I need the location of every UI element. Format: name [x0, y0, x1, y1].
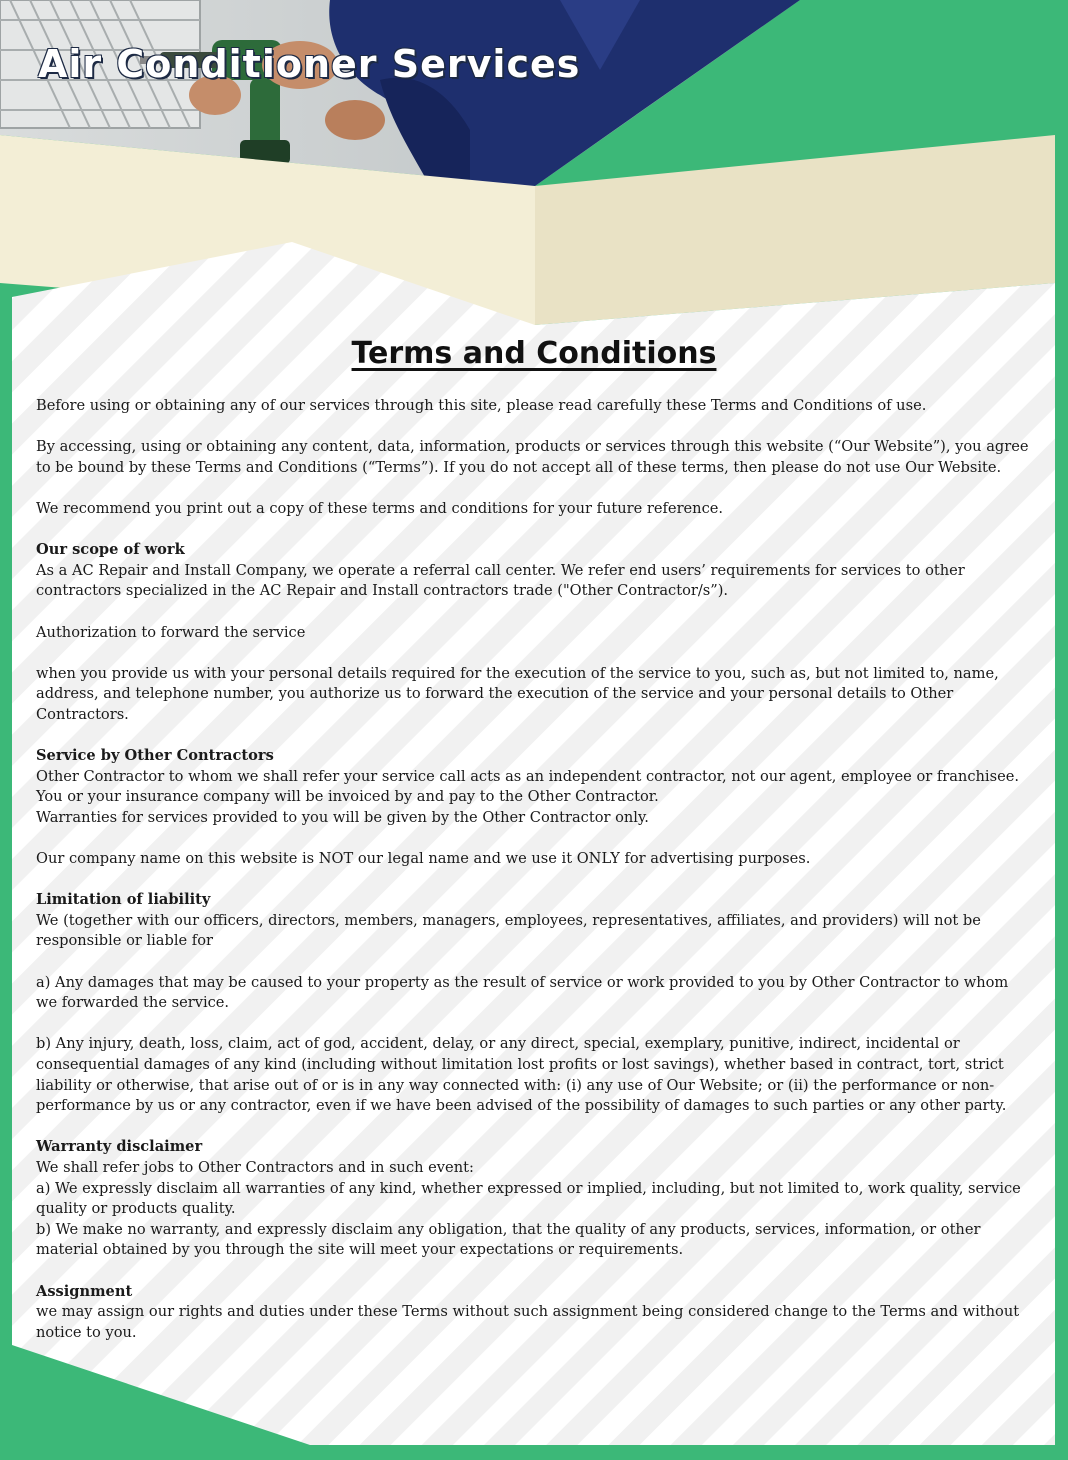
paragraph: Warranties for services provided to you will be given by the Other Contractor only. — [36, 808, 649, 826]
paragraph: b) Any injury, death, loss, claim, act of god, accident, delay, or any direct, special, exemplary, punitive, indirect, incidental or consequential damages of any kind (including without limitation lost profits or lost savings), whether based in contract, tort, strict liability or otherwise, that arise out of or is in any way connected with: (i) any use of Our Website; or (ii) the performance or non-performance by us or any contractor, even if we have been advised of the possibility of damages to such parties or any other party. — [36, 1035, 1007, 1115]
section-warranty-disclaimer — [36, 1137, 1032, 1261]
paragraph: Other Contractor to whom we shall refer your service call acts as an independent contractor, not our agent, employee or franchisee. — [36, 767, 1019, 785]
paragraph: we may assign our rights and duties under these Terms without such assignment being considered change to the Terms and without notice to you. — [36, 1303, 1020, 1341]
paragraph: when you provide us with your personal details required for the execution of the service to you, such as, but not limited to, name, address, and telephone number, you authorize us to forward the execution of the service and your personal details to Other Contractors. — [36, 664, 999, 723]
section-authorization — [36, 623, 1032, 644]
section-heading: Our scope of work — [36, 541, 185, 559]
section-liability-a — [36, 973, 1032, 1014]
paragraph: You or your insurance company will be invoiced by and pay to the Other Contractor. — [36, 788, 659, 806]
paragraph: Before using or obtaining any of our services through this site, please read carefully these Terms and Conditions of use. — [36, 397, 927, 414]
paragraph: By accessing, using or obtaining any content, data, information, products or services through this website (“Our Website”), you agree to be bound by these Terms and Conditions (“Terms”). If you do not accept all of these terms, then please do not use Our Website. — [36, 438, 1029, 476]
section-heading: Limitation of liability — [36, 891, 211, 909]
paragraph: We shall refer jobs to Other Contractors and in such event: — [36, 1158, 474, 1176]
section-liability-b — [36, 1034, 1032, 1116]
paragraph: Authorization to forward the service — [36, 623, 306, 641]
section-limitation-of-liability — [36, 890, 1032, 952]
section-print-copy — [36, 499, 1032, 520]
paragraph: a) We expressly disclaim all warranties of any kind, whether expressed or implied, including, but not limited to, work quality, service quality or products quality. — [36, 1179, 1021, 1218]
site-title: Air Conditioner Services — [38, 42, 581, 86]
terms-content — [36, 332, 1032, 1364]
section-assignment — [36, 1282, 1032, 1344]
paragraph: As a AC Repair and Install Company, we operate a referral call center. We refer end users’ requirements for services to other contractors specialized in the AC Repair and Install contractors trade ("Other Contractor/s”). — [36, 561, 965, 600]
section-heading: Service by Other Contractors — [36, 747, 274, 765]
section-intro — [36, 396, 1032, 417]
paragraph: a) Any damages that may be caused to your property as the result of service or work provided to you by Other Contractor to whom we forwarded the service. — [36, 973, 1009, 1012]
section-heading: Assignment — [36, 1282, 133, 1300]
paragraph: We recommend you print out a copy of these terms and conditions for your future reference. — [36, 499, 724, 517]
paragraph: b) We make no warranty, and expressly disclaim any obligation, that the quality of any products, services, information, or other material obtained by you through the site will meet your expectations or requirements. — [36, 1220, 981, 1259]
section-other-contractors — [36, 746, 1032, 828]
paragraph: We (together with our officers, directors, members, managers, employees, representatives, affiliates, and providers) will not be responsible or liable for — [36, 911, 981, 950]
section-personal-details — [36, 664, 1032, 726]
section-company-name — [36, 849, 1032, 870]
section-agreement — [36, 437, 1032, 478]
section-scope-of-work — [36, 540, 1032, 602]
paragraph: Our company name on this website is NOT our legal name and we use it ONLY for advertising purposes. — [36, 850, 811, 868]
section-heading: Warranty disclaimer — [36, 1138, 203, 1156]
page-title: Terms and Conditions — [351, 336, 717, 371]
